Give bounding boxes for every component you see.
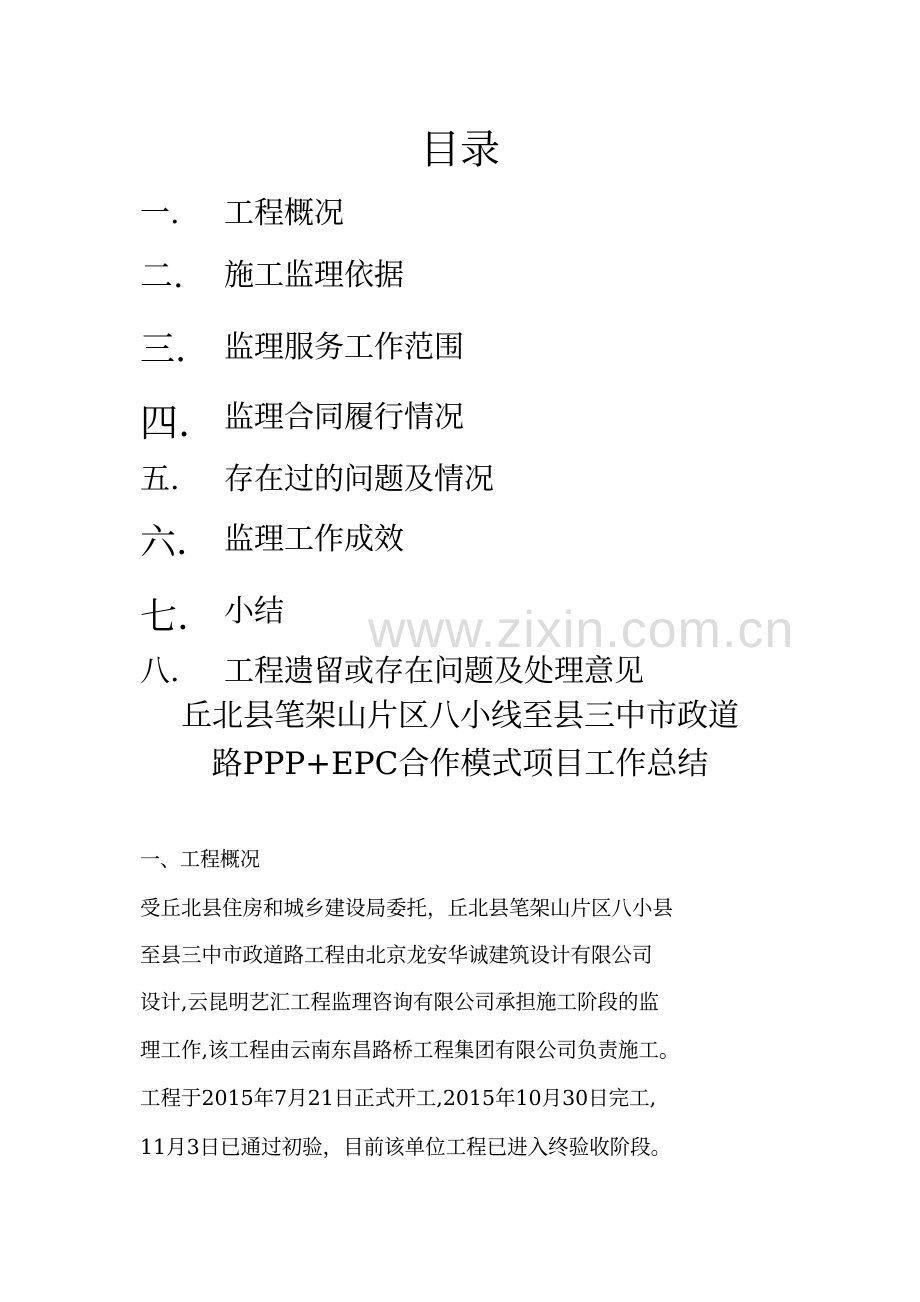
section-heading: 一、工程概况 <box>140 847 260 871</box>
toc-item-text: 工程概况 <box>224 196 344 231</box>
paragraph-line: 工程于2015年7月21日正式开工,2015年10月30日完工, <box>140 1086 657 1110</box>
paragraph-line: 11月3日已通过初验，目前该单位工程已进入终验收阶段。 <box>140 1135 672 1159</box>
paragraph-line: 理工作,该工程由云南东昌路桥工程集团有限公司负责施工。 <box>140 1038 680 1062</box>
toc-item-text: 施工监理依据 <box>224 258 404 293</box>
paragraph-line: 受丘北县住房和城乡建设局委托，丘北县笔架山片区八小县 <box>140 896 673 920</box>
document-title-line-1: 丘北县笔架山片区八小线至县三中市政道 <box>181 698 739 734</box>
toc-item-number: 六. <box>140 522 188 563</box>
toc-item-number: 八. <box>140 654 180 689</box>
toc-item-text: 监理服务工作范围 <box>224 330 464 365</box>
toc-item-number: 一. <box>140 196 180 231</box>
toc-item-text: 工程遗留或存在问题及处理意见 <box>224 654 644 689</box>
toc-item-text: 监理合同履行情况 <box>224 400 464 435</box>
toc-item-text: 存在过的问题及情况 <box>224 462 494 497</box>
toc-item-number: 五. <box>140 462 180 497</box>
paragraph-line: 至县三中市政道路工程由北京龙安华诚建筑设计有限公司 <box>140 943 653 967</box>
toc-item-number: 三. <box>140 330 187 370</box>
toc-item-number: 七. <box>140 595 189 638</box>
paragraph-line: 设计,云昆明艺汇工程监理咨询有限公司承担施工阶段的监 <box>140 990 660 1014</box>
toc-item-number: 二. <box>140 256 184 295</box>
toc-title: 目录 <box>420 127 500 173</box>
document-title-line-2: 路PPP+EPC合作模式项目工作总结 <box>211 746 709 782</box>
toc-item-text: 小结 <box>224 594 284 629</box>
toc-item-number: 四. <box>140 401 191 445</box>
toc-item-text: 监理工作成效 <box>224 522 404 557</box>
watermark: www.zixin.com.cn <box>368 601 795 659</box>
